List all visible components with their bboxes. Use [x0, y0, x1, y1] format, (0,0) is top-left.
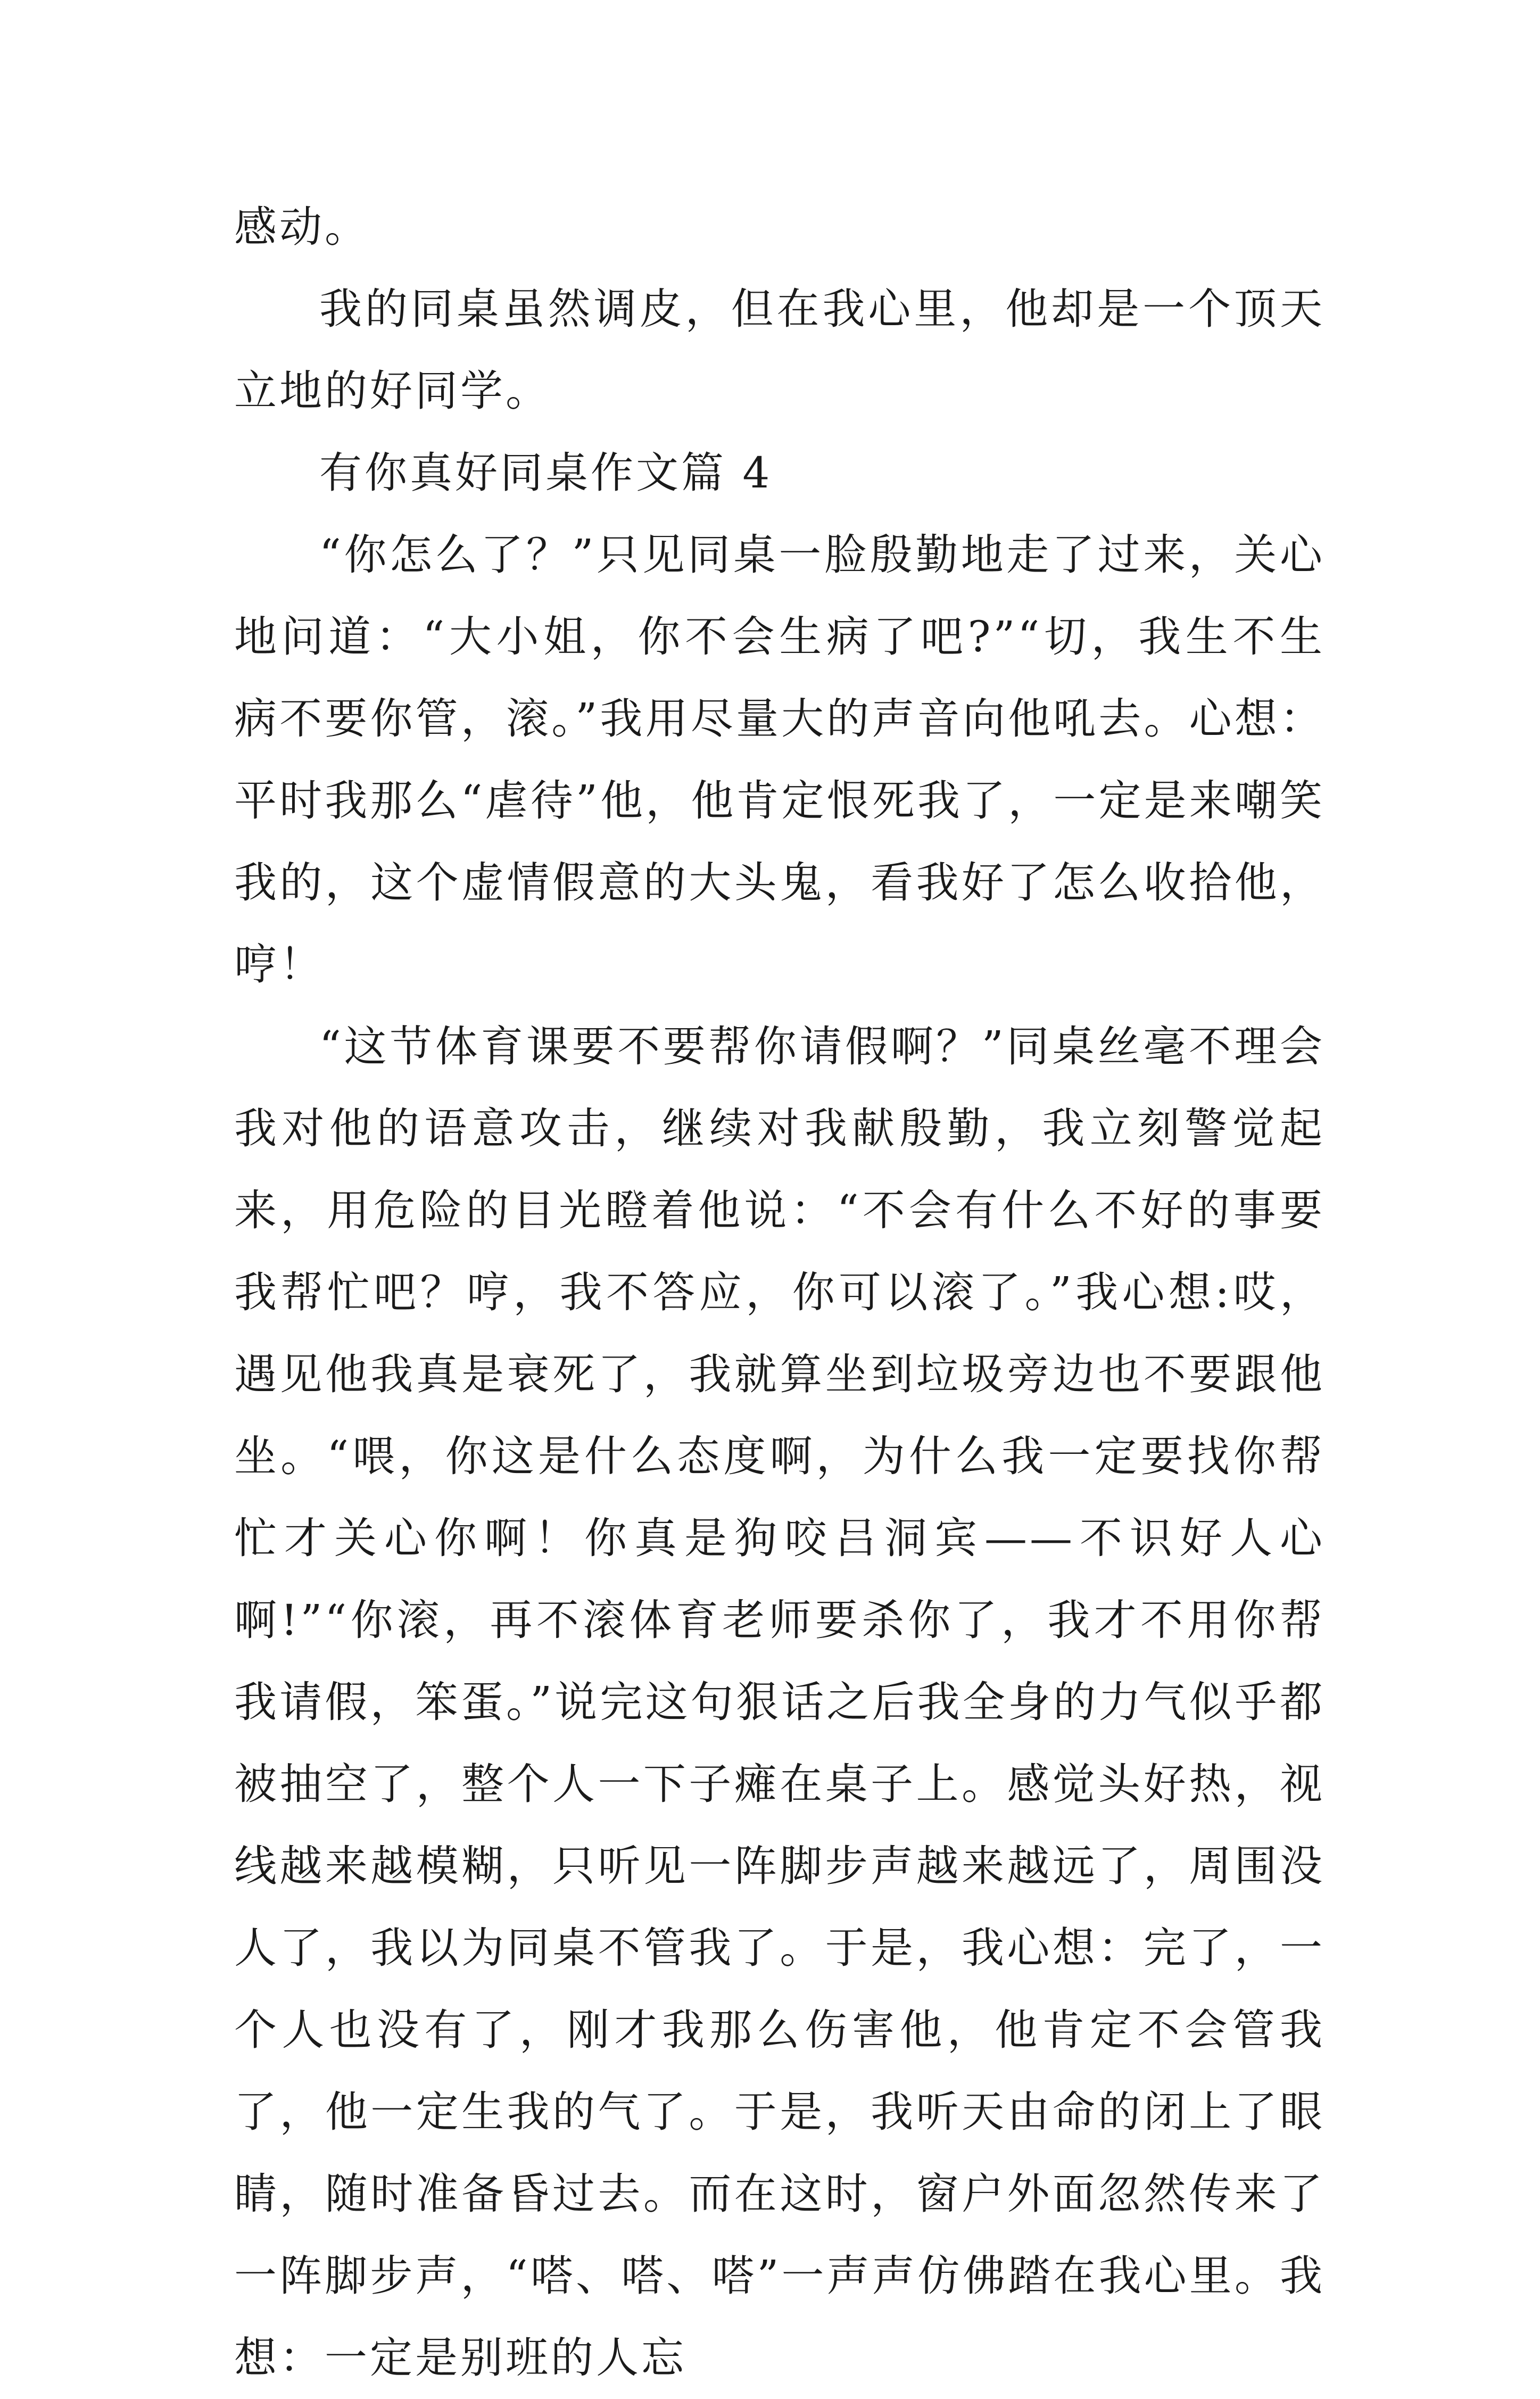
section-title: 有你真好同桌作文篇 4 — [319, 448, 773, 498]
paragraph-dialogue-1: “你怎么了？”只见同桌一脸殷勤地走了过来，关心地问道：“大小姐，你不会生病了吧?”“切，我生不生病不要你管，滚。”我用尽量大的声音向他吼去。心想：平时我那么“虐待”他，他肯定恨死我了，一定是来嘲笑我的，这个虚情假意的大头鬼，看我好了怎么收拾他，哼！ — [234, 530, 1325, 989]
paragraph-summary: 我的同桌虽然调皮，但在我心里，他却是一个顶天立地的好同学。 — [234, 284, 1325, 416]
paragraph-dialogue-2: “这节体育课要不要帮你请假啊？”同桌丝毫不理会我对他的语意攻击，继续对我献殷勤，我立刻警觉起来，用危险的目光瞪着他说：“不会有什么不好的事要我帮忙吧？哼，我不答应，你可以滚了。”我心想:哎，遇见他我真是衰死了，我就算坐到垃圾旁边也不要跟他坐。“喂，你这是什么态度啊，为什么我一定要找你帮忙才关心你啊！你真是狗咬吕洞宾——不识好人心啊!”“你滚，再不滚体育老师要杀你了，我才不用你帮我请假，笨蛋。”说完这句狠话之后我全身的力气似乎都被抽空了，整个人一下子瘫在桌子上。感觉头好热，视线越来越模糊，只听见一阵脚步声越来越远了，周围没人了，我以为同桌不管我了。于是，我心想：完了，一个人也没有了，刚才我那么伤害他，他肯定不会管我了，他一定生我的气了。于是，我听天由命的闭上了眼睛，随时准备昏过去。而在这时，窗户外面忽然传来了一阵脚步声，“嗒、嗒、嗒”一声声仿佛踏在我心里。我想：一定是别班的人忘 — [234, 1022, 1325, 2383]
paragraph-continuation: 感动。 — [234, 202, 370, 252]
document-body — [234, 186, 1325, 2399]
